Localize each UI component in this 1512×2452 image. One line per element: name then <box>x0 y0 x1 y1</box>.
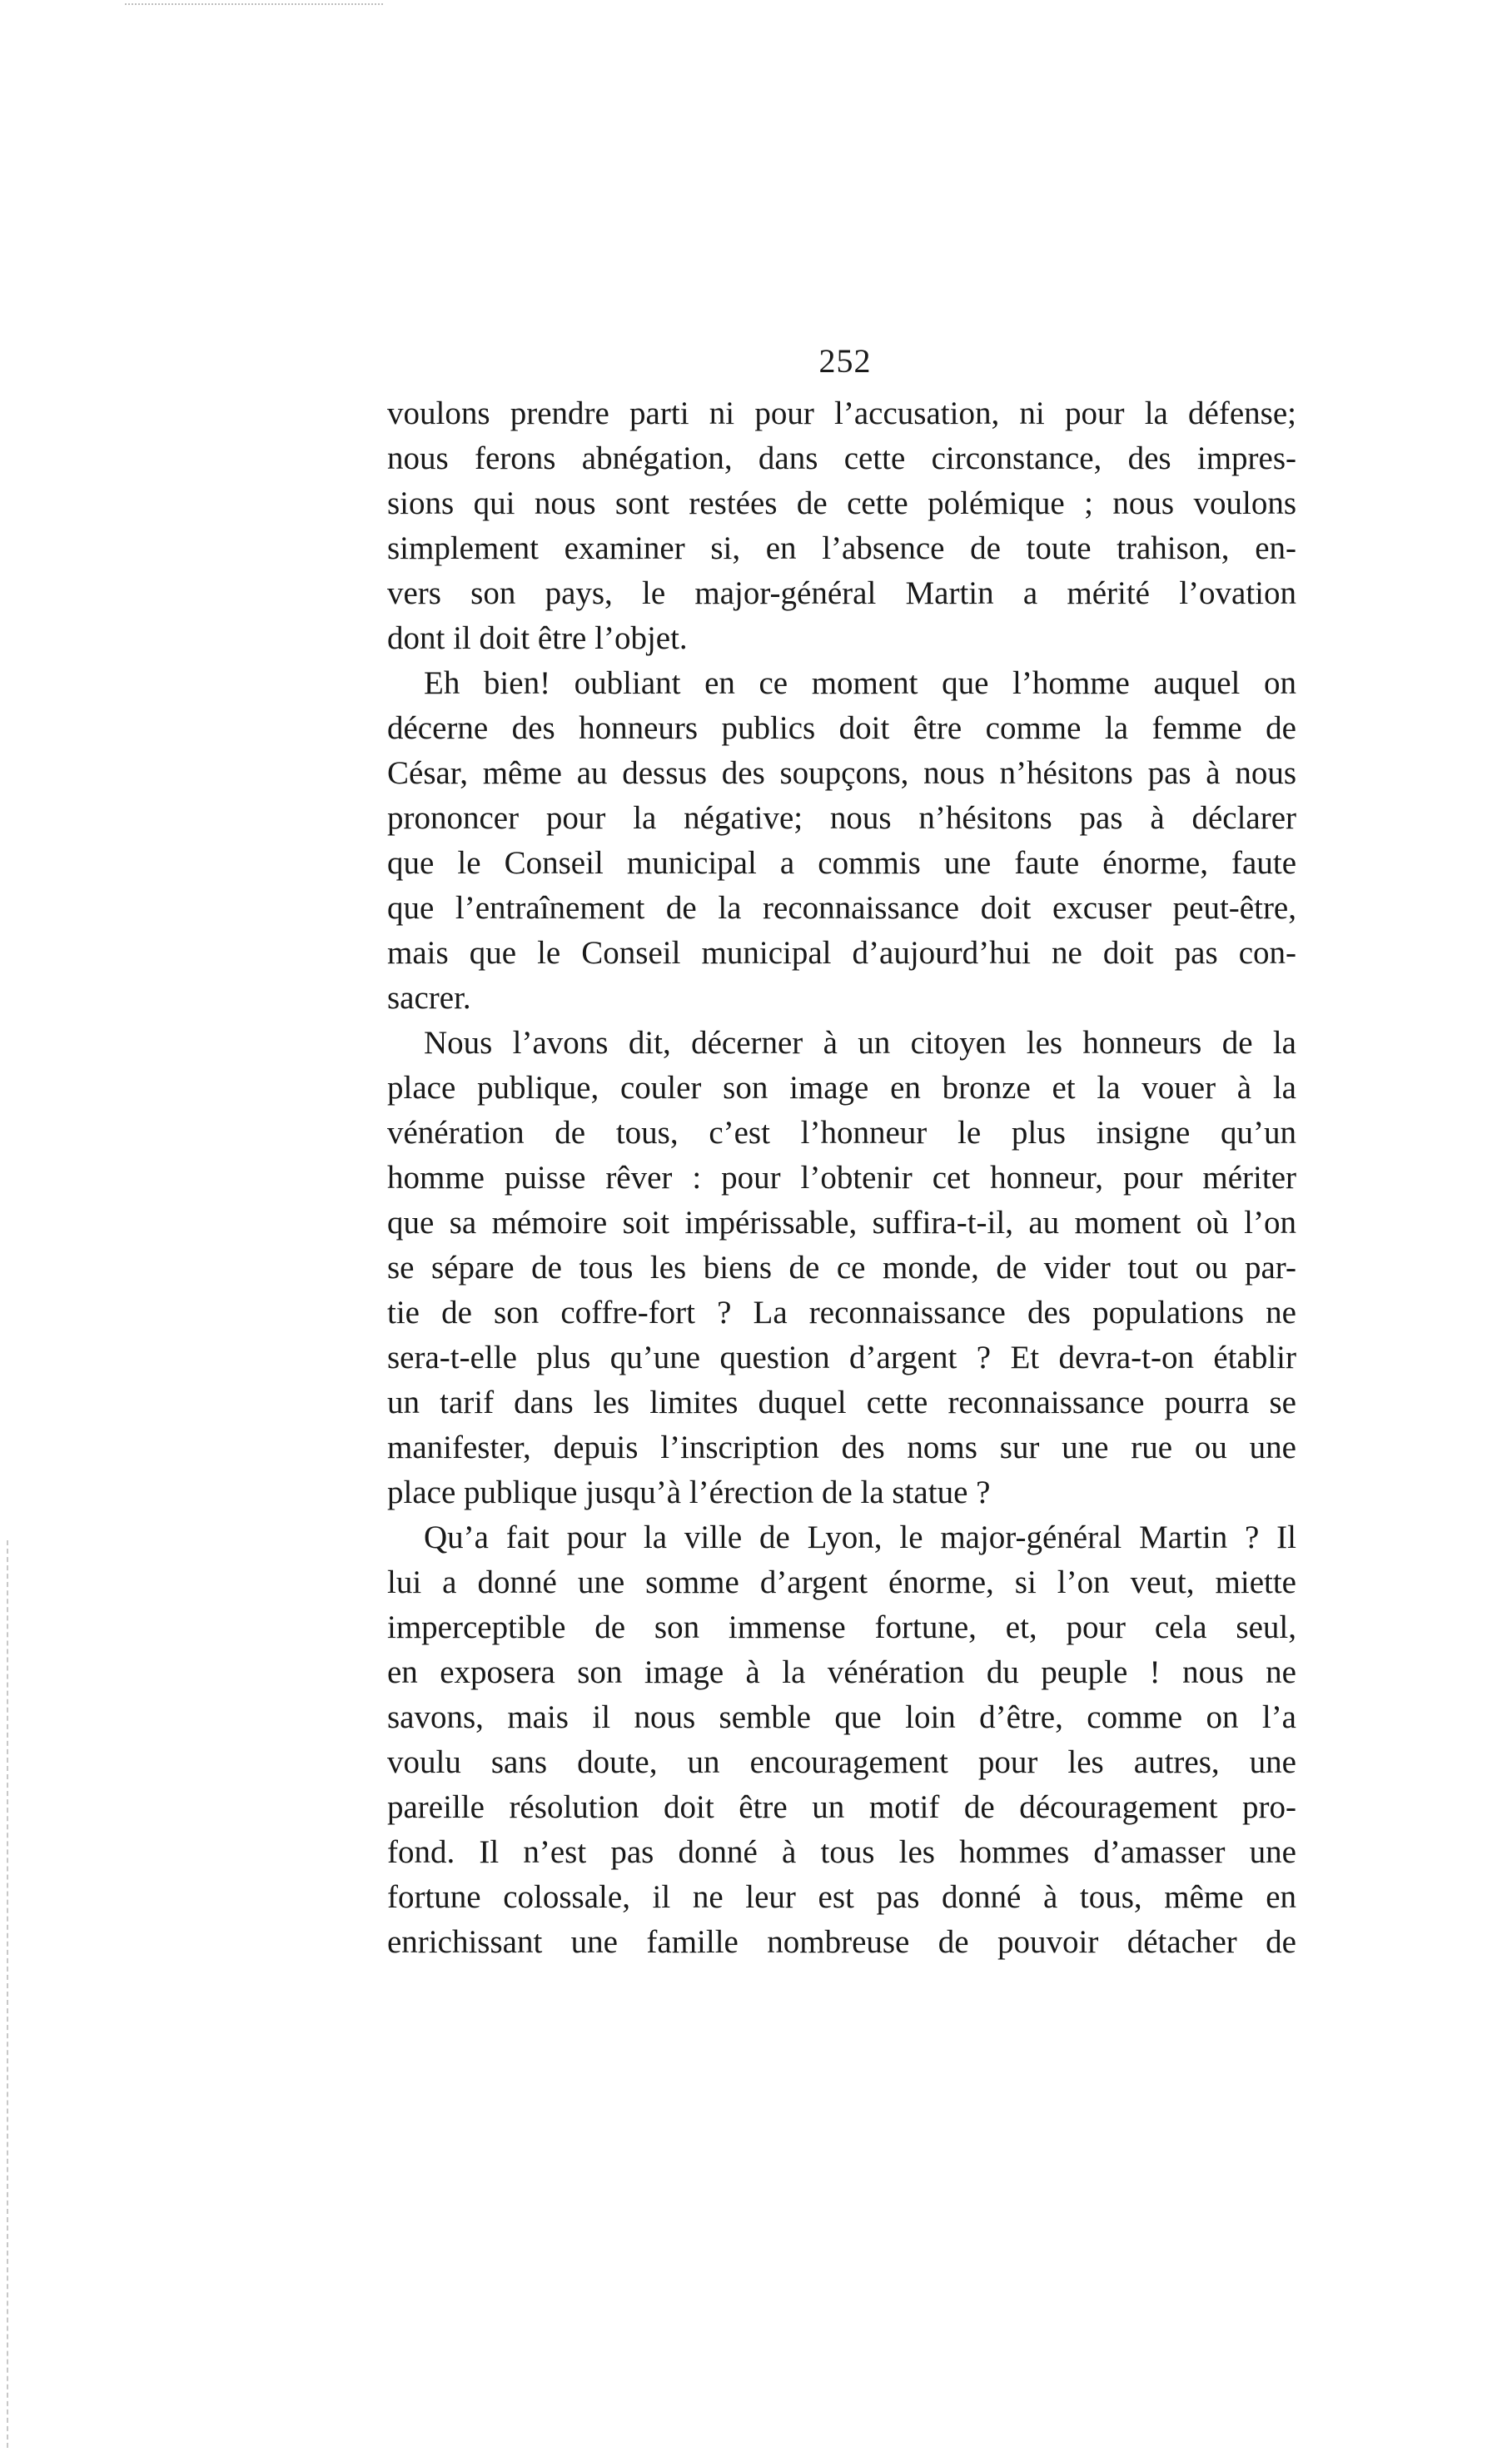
text-line: vénération de tous, c’est l’honneur le plus insigne qu’un <box>387 1115 1296 1151</box>
text-line: fortune colossale, il ne leur est pas donné à tous, même en <box>387 1879 1296 1915</box>
text-line: place publique jusqu’à l’érection de la statue ? <box>387 1475 991 1510</box>
text-line: place publique, couler son image en bronze et la vouer à la <box>387 1070 1296 1106</box>
text-line: savons, mais il nous semble que loin d’être, comme on l’a <box>387 1699 1296 1735</box>
body-text <box>387 391 1296 1965</box>
text-line: César, même au dessus des soupçons, nous n’hésitons pas à nous <box>387 755 1296 791</box>
text-line: que l’entraînement de la reconnaissance doit excuser peut-être, <box>387 890 1296 926</box>
text-line: nous ferons abnégation, dans cette circonstance, des impres- <box>387 440 1296 476</box>
text-line: vers son pays, le major-général Martin a mérité l’ovation <box>387 575 1296 611</box>
text-line: dont il doit être l’objet. <box>387 620 688 656</box>
text-line: que le Conseil municipal a commis une faute énorme, faute <box>387 845 1296 881</box>
text-line: Qu’a fait pour la ville de Lyon, le major-général Martin ? Il <box>424 1519 1296 1555</box>
text-line: en exposera son image à la vénération du peuple ! nous ne <box>387 1654 1296 1690</box>
text-line: fond. Il n’est pas donné à tous les hommes d’amasser une <box>387 1834 1296 1870</box>
text-line: homme puisse rêver : pour l’obtenir cet honneur, pour mériter <box>387 1160 1296 1196</box>
scan-edge-mark <box>125 3 383 5</box>
text-line: voulons prendre parti ni pour l’accusation, ni pour la défense; <box>387 395 1296 431</box>
text-line: enrichissant une famille nombreuse de pouvoir détacher de <box>387 1924 1296 1960</box>
text-line: se sépare de tous les biens de ce monde, de vider tout ou par- <box>387 1250 1296 1286</box>
text-line: simplement examiner si, en l’absence de toute trahison, en- <box>387 530 1296 566</box>
text-line: Nous l’avons dit, décerner à un citoyen les honneurs de la <box>424 1025 1296 1061</box>
text-line: que sa mémoire soit impérissable, suffira-t-il, au moment où l’on <box>387 1205 1296 1241</box>
text-line: manifester, depuis l’inscription des noms sur une rue ou une <box>387 1430 1296 1465</box>
text-line: sera-t-elle plus qu’une question d’argent ? Et devra-t-on établir <box>387 1340 1296 1375</box>
text-line: voulu sans doute, un encouragement pour les autres, une <box>387 1744 1296 1780</box>
text-line: lui a donné une somme d’argent énorme, si l’on veut, miette <box>387 1564 1296 1600</box>
text-line: tie de son coffre-fort ? La reconnaissance des populations ne <box>387 1295 1296 1330</box>
text-line: mais que le Conseil municipal d’aujourd’hui ne doit pas con- <box>387 935 1296 971</box>
text-line: prononcer pour la négative; nous n’hésitons pas à déclarer <box>387 800 1296 836</box>
text-line: un tarif dans les limites duquel cette reconnaissance pourra se <box>387 1385 1296 1420</box>
text-line: sacrer. <box>387 980 471 1016</box>
text-line: imperceptible de son immense fortune, et, pour cela seul, <box>387 1609 1296 1645</box>
text-line: décerne des honneurs publics doit être comme la femme de <box>387 710 1296 746</box>
scan-margin-marks <box>7 1540 12 2448</box>
text-line: sions qui nous sont restées de cette polémique ; nous voulons <box>387 485 1296 521</box>
page-number: 252 <box>818 342 872 380</box>
text-line: pareille résolution doit être un motif de découragement pro- <box>387 1789 1296 1825</box>
text-line: Eh bien! oubliant en ce moment que l’homme auquel on <box>424 665 1296 701</box>
